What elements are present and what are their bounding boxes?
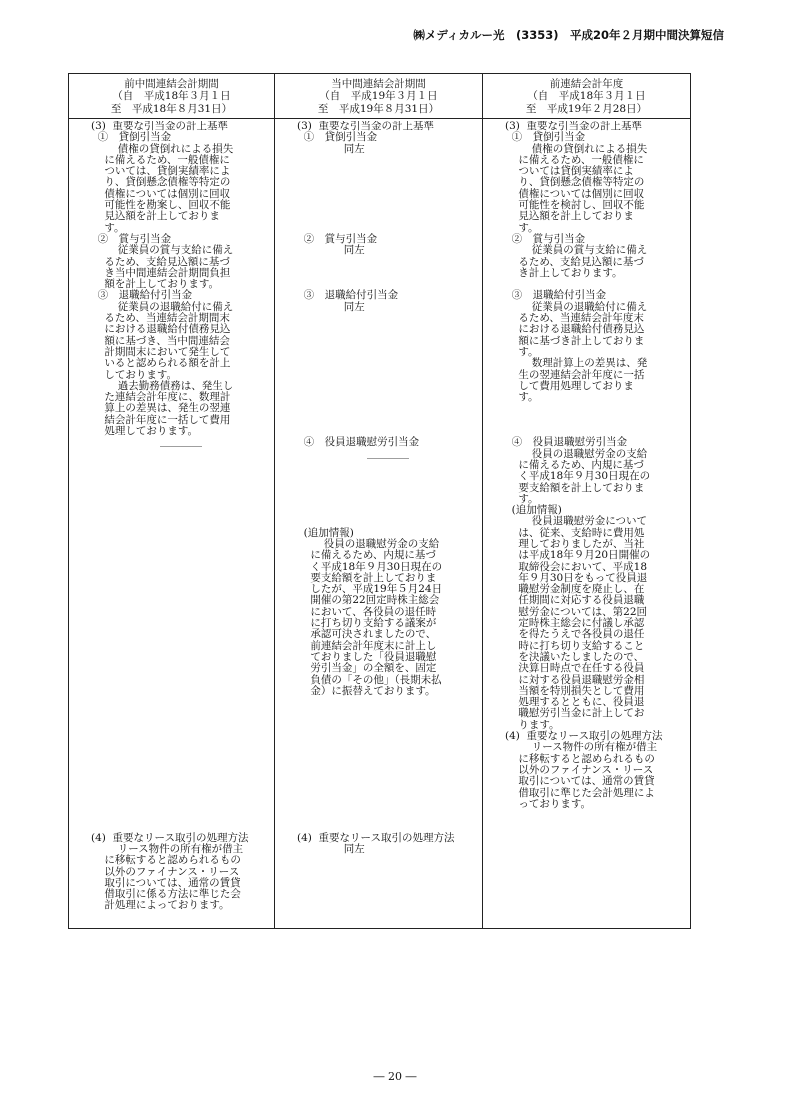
column-heading-to: 至 平成19年８月31日）: [317, 102, 440, 115]
text-line: [91, 708, 271, 719]
text-line: く平成18年９月30日現在の: [505, 470, 651, 483]
text-line: 開催の第22回定時株主総会: [297, 594, 440, 607]
column-heading-title: 前連結会計年度: [549, 78, 624, 90]
text-line: [297, 720, 479, 731]
text-line: [297, 505, 479, 516]
text-line: 従業員の退職給付に備え: [91, 300, 234, 313]
column-heading-to: 至 平成19年２月28日）: [525, 102, 648, 115]
text-line: [297, 776, 479, 787]
text-line: [91, 539, 271, 550]
text-line: 慰労金については、第22回: [505, 605, 648, 618]
text-line: っております。: [505, 797, 592, 810]
text-line: における退職給付債務見込: [505, 323, 645, 336]
text-line: [297, 177, 479, 188]
text-line: り、貸倒懸念債権等特定の: [91, 176, 231, 189]
text-line: 当額を特別損失として費用: [505, 684, 645, 697]
text-line: ④ 役員退職慰労引当金: [505, 436, 628, 449]
text-line: 取引については、通常の賃貸: [91, 876, 241, 889]
text-line: 同左: [297, 300, 365, 313]
text-line: に備えるため、一般債権に: [505, 153, 644, 166]
text-line: [297, 381, 479, 392]
text-line: るため、支給見込額に基づ: [91, 255, 230, 268]
text-line: 借取引に準じた会計処理によ: [505, 786, 655, 799]
text-line: [297, 697, 479, 708]
text-line: 時に打ち切り支給すること: [505, 639, 645, 652]
text-line: 決算日時点で在任する役員: [505, 662, 645, 675]
text-line: に備えるため、一般債権に: [91, 153, 230, 166]
text-line: [297, 810, 479, 821]
text-line: 職慰労金制度を廃止し、在: [505, 583, 645, 596]
text-line: [297, 392, 479, 403]
text-line: [297, 155, 479, 166]
column-heading-current-interim: [275, 78, 482, 116]
page-number: ― 20 ―: [373, 1070, 417, 1083]
text-line: [297, 460, 479, 471]
text-line: に対する役員退職慰労金相: [505, 673, 645, 686]
column-divider: [482, 74, 483, 928]
text-line: [91, 460, 271, 471]
column-heading-prior-interim: [69, 78, 274, 116]
text-line: 取引については、通常の賃貸: [505, 775, 655, 788]
text-line: ① 貸倒引当金: [297, 131, 378, 144]
column-heading-from: （自 平成19年３月１日: [319, 90, 438, 103]
text-line: [91, 754, 271, 765]
text-line: [91, 449, 271, 460]
text-line: しております。: [91, 368, 178, 381]
text-line: ③ 退職給付引当金: [297, 289, 399, 302]
text-line: 従業員の賞与支給に備え: [91, 244, 234, 257]
column-heading-title: 当中間連結会計期間: [331, 78, 426, 90]
text-line: ② 賞与引当金: [505, 232, 586, 245]
text-line: 処理しております。: [91, 425, 199, 438]
text-line: ておりました「役員退職慰: [297, 650, 437, 663]
text-line: 見込額を計上しておりま: [505, 210, 634, 223]
text-line: 借取引に係る方法に準じた会: [91, 888, 241, 901]
text-line: [297, 347, 479, 358]
text-line: 同左: [297, 843, 365, 855]
text-line: (3) 重要な引当金の計上基準: [297, 121, 435, 132]
text-line: [91, 607, 271, 618]
text-line: ③ 退職給付引当金: [505, 289, 607, 302]
text-line: す。: [505, 345, 539, 358]
text-line: における退職給付債務見込: [91, 323, 231, 336]
text-line: [91, 663, 271, 674]
text-line: [297, 189, 479, 200]
text-line: き当中間連結会計期間負担: [91, 266, 231, 279]
text-line: 職慰労引当金に計上してお: [505, 707, 645, 720]
text-line: は平成18年９月20日開催の: [505, 549, 651, 562]
text-line: は、従来、支給時に費用処: [505, 526, 645, 539]
text-line: す。: [505, 492, 539, 505]
text-line: ① 貸倒引当金: [91, 131, 172, 144]
text-line: [91, 505, 271, 516]
text-line: 負債の「その他」（長期未払: [297, 673, 442, 686]
accounting-policy-table: [68, 73, 691, 929]
text-line: 以外のファイナンス・リース: [505, 763, 654, 776]
text-line: (3) 重要な引当金の計上基準: [505, 121, 643, 132]
text-line: 債権については個別に回収: [91, 187, 231, 200]
text-line: [91, 641, 271, 652]
text-line: ります。: [505, 718, 560, 731]
text-line: [297, 166, 479, 177]
text-line: るため、当連結会計年度末: [505, 312, 644, 325]
text-line: [91, 573, 271, 584]
text-line: ④ 役員退職慰労引当金: [297, 436, 420, 449]
text-line: 額に基づき計上しておりま: [505, 334, 645, 347]
text-line: [297, 358, 479, 369]
text-line: 数理計算上の差異は、発: [505, 357, 648, 370]
text-line: 結会計年度に一括して費用: [91, 413, 231, 426]
text-line: [297, 370, 479, 381]
text-line: (4) 重要なリース取引の処理方法: [297, 831, 455, 844]
text-line: [91, 550, 271, 561]
text-line: 計処理によっております。: [91, 899, 230, 912]
text-line: [297, 821, 479, 832]
text-line: [297, 708, 479, 719]
column-body-current-interim: [297, 121, 479, 855]
text-line: 役員の退職慰労金の支給: [505, 447, 648, 460]
text-line: [297, 268, 479, 279]
text-line: す。: [91, 221, 125, 234]
text-line: [297, 471, 479, 482]
column-heading-from: （自 平成18年３月１日: [112, 90, 231, 103]
column-body-prior-fiscal-year: [505, 121, 688, 810]
text-line: [91, 629, 271, 640]
text-line: に打ち切り支給する議案が: [297, 617, 437, 630]
text-line: 定時株主総会に付議し承認: [505, 617, 645, 630]
text-line: [91, 697, 271, 708]
text-line: 取締役会において、平成18: [505, 560, 648, 573]
column-heading-to: 至 平成18年８月31日）: [110, 102, 233, 115]
text-line: 従業員の退職給付に備え: [505, 300, 648, 313]
text-line: 年９月30日をもって役員退: [505, 571, 648, 584]
text-line: [297, 324, 479, 335]
text-line: 前連結会計年度末に計上し: [297, 639, 437, 652]
text-line: [297, 788, 479, 799]
text-line: 生の翌連結会計年度に一括: [505, 368, 645, 381]
text-line: いると認められる額を計上: [91, 357, 231, 370]
text-line: 同左: [297, 244, 365, 257]
text-line: に備えるため、内規に基づ: [505, 458, 644, 471]
text-line: [297, 516, 479, 527]
text-line: す。: [505, 391, 539, 404]
text-line: 債権の貸倒れによる損失: [505, 142, 648, 155]
text-line: に備えるため、内規に基づ: [297, 549, 436, 562]
text-line: 要支給額を計上しておりま: [505, 481, 645, 494]
text-line: 労引当金」の全額を、固定: [297, 662, 437, 675]
text-line: [297, 742, 479, 753]
text-line: [91, 652, 271, 663]
text-line: [91, 471, 271, 482]
text-line: [91, 483, 271, 494]
text-line: 計期間末において発生して: [91, 345, 231, 358]
column-body-prior-interim: [91, 121, 271, 912]
text-line: く平成18年９月30日現在の: [297, 560, 443, 573]
text-line: [91, 618, 271, 629]
text-line: 要支給額を計上しておりま: [297, 571, 437, 584]
text-line: 過去勤務債務は、発生し: [91, 379, 234, 392]
document-header: ㈱メディカルー光 (3353) 平成20年２月期中間決算短信: [413, 28, 724, 42]
text-line: ② 賞与引当金: [297, 232, 378, 245]
text-line: [297, 313, 479, 324]
text-line: り、貸倒懸念債権等特定の: [505, 176, 645, 189]
text-line: るため、支給見込額に基づ: [505, 255, 644, 268]
text-line: [297, 799, 479, 810]
text-line: [91, 720, 271, 731]
column-heading-title: 前中間連結会計期間: [124, 78, 219, 90]
text-line: 役員退職慰労金について: [505, 515, 647, 528]
text-line: [91, 731, 271, 742]
text-line: 役員の退職慰労金の支給: [297, 537, 440, 550]
text-line: ③ 退職給付引当金: [91, 289, 193, 302]
text-line: したが、平成19年５月24日: [297, 583, 443, 596]
text-line: [91, 810, 271, 821]
text-line: 債権の貸倒れによる損失: [91, 142, 234, 155]
text-line: (4) 重要なリース取引の処理方法: [91, 831, 249, 844]
text-line: [91, 799, 271, 810]
text-line: (追加情報): [297, 526, 354, 539]
text-line: ついては貸倒実績率によ: [505, 165, 634, 178]
text-line: [91, 494, 271, 505]
text-line: [297, 494, 479, 505]
text-line: [91, 584, 271, 595]
text-line: 額に基づき、当中間連結会: [91, 334, 230, 347]
text-line: 同左: [297, 142, 365, 155]
text-line: 任期間に対応する役員退職: [505, 594, 645, 607]
text-line: において、各役員の退任時: [297, 605, 437, 618]
text-line: [297, 403, 479, 414]
text-line: [297, 483, 479, 494]
header-divider: [69, 118, 690, 119]
text-line: [91, 675, 271, 686]
text-line: [91, 788, 271, 799]
placeholder-dash: ＿＿＿＿: [160, 436, 202, 449]
text-line: [297, 211, 479, 222]
text-line: [297, 754, 479, 765]
text-line: [91, 686, 271, 697]
text-line: (追加情報): [505, 504, 562, 517]
text-line: を決議いたしましたので、: [505, 650, 645, 663]
text-line: して費用処理しておりま: [505, 379, 634, 392]
text-line: 理しておりましたが、当社: [505, 537, 645, 550]
text-line: リース物件の所有権が借主: [505, 741, 658, 754]
text-line: 額を計上しております。: [91, 278, 220, 291]
text-line: [91, 765, 271, 776]
text-line: ① 貸倒引当金: [505, 131, 586, 144]
text-line: 従業員の賞与支給に備え: [505, 244, 648, 257]
text-line: き計上しております。: [505, 266, 623, 279]
text-line: [91, 595, 271, 606]
text-line: 処理するとともに、役員退: [505, 696, 645, 709]
text-line: ついては、貸倒実績率によ: [91, 165, 231, 178]
text-line: 算上の差異は、発生の翌連: [91, 402, 231, 415]
text-line: (3) 重要な引当金の計上基準: [91, 121, 229, 132]
text-line: 見込額を計上しておりま: [91, 210, 220, 223]
text-line: [91, 528, 271, 539]
text-line: ② 賞与引当金: [91, 232, 172, 245]
text-line: 可能性を勘案し、回収不能: [91, 199, 231, 212]
text-line: [297, 336, 479, 347]
text-line: 可能性を検討し、回収不能: [505, 199, 645, 212]
text-line: [297, 200, 479, 211]
text-line: を得たうえで各役員の退任: [505, 628, 645, 641]
text-line: 金）に振替えております。: [297, 684, 436, 697]
text-line: リース物件の所有権が借主: [91, 843, 244, 855]
text-line: [297, 257, 479, 268]
text-line: 以外のファイナンス・リース: [91, 865, 240, 878]
placeholder-dash: ＿＿＿＿: [367, 447, 409, 460]
column-divider: [274, 74, 275, 928]
text-line: に移転すると認められるもの: [505, 752, 655, 765]
text-line: [297, 731, 479, 742]
text-line: [297, 765, 479, 776]
text-line: [505, 403, 688, 414]
text-line: [91, 562, 271, 573]
column-heading-from: （自 平成18年３月１日: [527, 90, 646, 103]
text-line: た連結会計年度に、数理計: [91, 391, 231, 404]
text-line: [91, 776, 271, 787]
text-line: [91, 821, 271, 832]
text-line: るため、当連結会計期間末: [91, 312, 230, 325]
text-line: [297, 415, 479, 426]
column-heading-prior-fiscal-year: [483, 78, 690, 116]
text-line: す。: [505, 221, 539, 234]
text-line: に移転すると認められるもの: [91, 854, 241, 867]
text-line: [91, 742, 271, 753]
text-line: [505, 415, 688, 426]
text-line: (4) 重要なリース取引の処理方法: [505, 730, 663, 743]
text-line: [91, 516, 271, 527]
text-line: 承認可決されましたので、: [297, 628, 437, 641]
text-line: 債権については個別に回収: [505, 187, 645, 200]
